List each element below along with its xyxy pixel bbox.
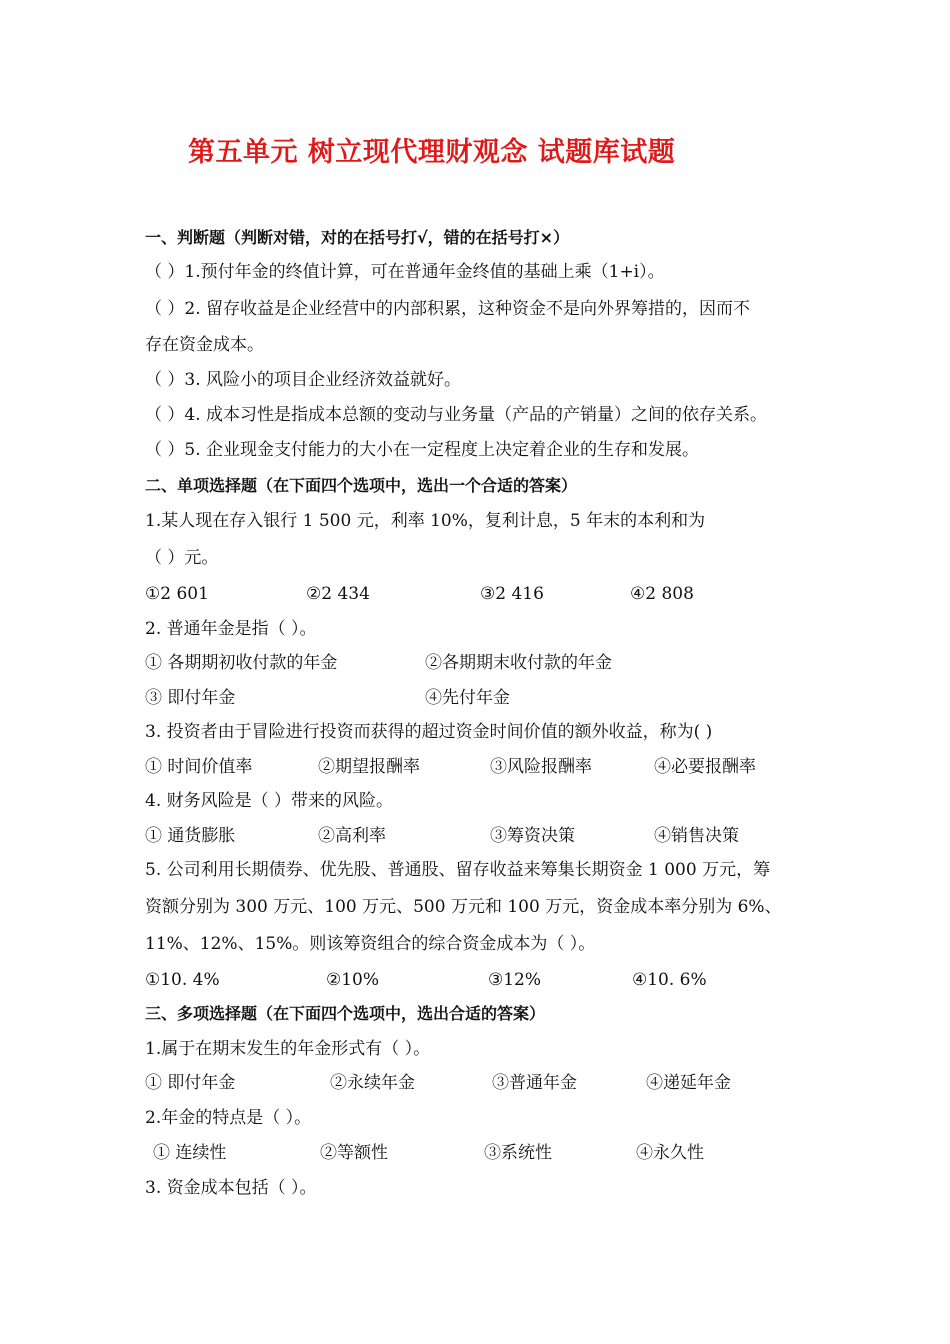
option: ②等额性 <box>320 1143 388 1163</box>
option: ②永续年金 <box>330 1073 415 1093</box>
option: ③2 416 <box>480 584 544 604</box>
option: ④10. 6% <box>632 970 707 990</box>
option: ③12% <box>488 970 542 990</box>
section3-q1: 1.属于在期末发生的年金形式有（ ）。 <box>145 1039 431 1059</box>
section3-q2: 2.年金的特点是（ ）。 <box>145 1108 312 1128</box>
option: ④永久性 <box>636 1143 704 1163</box>
option: ④2 808 <box>630 584 694 604</box>
option: ① 时间价值率 <box>145 757 253 777</box>
option: ① 各期期初收付款的年金 <box>145 653 338 673</box>
section2-q3: 3. 投资者由于冒险进行投资而获得的超过资金时间价值的额外收益，称为( ) <box>145 722 713 742</box>
section2-q5-line1: 5. 公司利用长期债券、优先股、普通股、留存收益来筹集长期资金 1 000 万元，筹 <box>145 860 771 880</box>
document-title: 第五单元 树立现代理财观念 试题库试题 <box>188 137 676 168</box>
section2-heading: 二、单项选择题（在下面四个选项中，选出一个合适的答案） <box>145 476 578 495</box>
option: ②各期期末收付款的年金 <box>425 653 612 673</box>
section1-item: （ ）1.预付年金的终值计算，可在普通年金终值的基础上乘（1+i）。 <box>145 262 665 282</box>
option: ① 即付年金 <box>145 1073 236 1093</box>
option: ③筹资决策 <box>490 826 575 846</box>
section2-q5-line3: 11%、12%、15%。则该筹资组合的综合资金成本为（ ）。 <box>145 934 596 954</box>
option: ④销售决策 <box>654 826 739 846</box>
section3-q3: 3. 资金成本包括（ ）。 <box>145 1178 317 1198</box>
option: ①10. 4% <box>145 970 220 990</box>
option: ③风险报酬率 <box>490 757 592 777</box>
option: ④先付年金 <box>425 688 510 708</box>
option: ①2 601 <box>145 584 209 604</box>
section1-item: （ ）5. 企业现金支付能力的大小在一定程度上决定着企业的生存和发展。 <box>145 440 700 460</box>
option: ②2 434 <box>306 584 370 604</box>
option: ① 通货膨胀 <box>145 826 236 846</box>
section2-q4: 4. 财务风险是（ ）带来的风险。 <box>145 791 394 811</box>
section1-item: （ ）2. 留存收益是企业经营中的内部积累，这种资金不是向外界筹措的，因而不 <box>145 299 751 319</box>
section2-q5-line2: 资额分别为 300 万元、100 万元、500 万元和 100 万元，资金成本率分别为 6%、 <box>145 897 782 917</box>
option: ②10% <box>326 970 380 990</box>
section3-heading: 三、多项选择题（在下面四个选项中，选出合适的答案） <box>145 1004 546 1023</box>
section2-q2: 2. 普通年金是指（ ）。 <box>145 619 317 639</box>
option: ③系统性 <box>484 1143 552 1163</box>
section1-item: （ ）4. 成本习性是指成本总额的变动与业务量（产品的产销量）之间的依存关系。 <box>145 405 768 425</box>
section2-q1-line1: 1.某人现在存入银行 1 500 元，利率 10%，复利计息，5 年末的本利和为 <box>145 511 706 531</box>
section1-heading: 一、判断题（判断对错，对的在括号打√，错的在括号打×） <box>145 228 570 247</box>
option: ① 连续性 <box>153 1143 227 1163</box>
section1-item: 存在资金成本。 <box>145 335 264 355</box>
option: ③ 即付年金 <box>145 688 236 708</box>
option: ②期望报酬率 <box>318 757 420 777</box>
option: ②高利率 <box>318 826 386 846</box>
section2-q1-line2: （ ）元。 <box>145 548 219 568</box>
section1-item: （ ）3. 风险小的项目企业经济效益就好。 <box>145 370 462 390</box>
option: ④递延年金 <box>646 1073 731 1093</box>
option: ③普通年金 <box>492 1073 577 1093</box>
option: ④必要报酬率 <box>654 757 756 777</box>
